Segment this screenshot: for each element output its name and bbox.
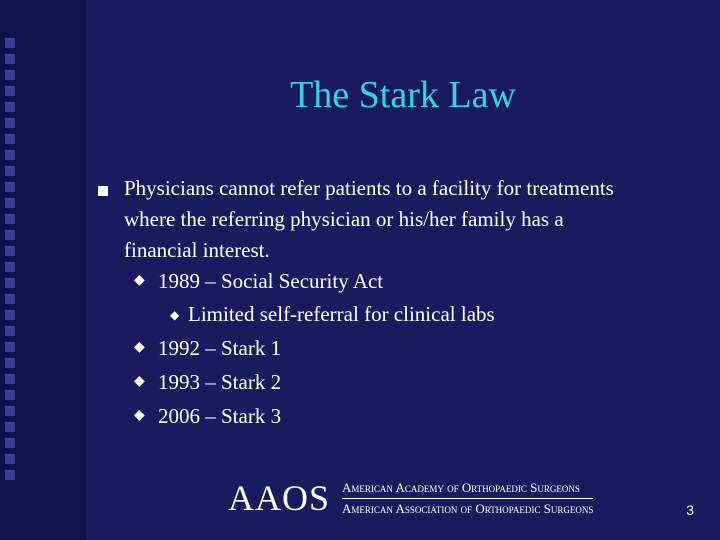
decorative-square-column bbox=[5, 38, 21, 486]
aaos-logo bbox=[228, 478, 593, 518]
sub-item-1: 1989 – Social Security Act bbox=[158, 269, 384, 293]
left-decorative-band bbox=[0, 0, 86, 540]
diamond-bullet-icon: ◆ bbox=[134, 408, 145, 423]
main-bullet-line-3: financial interest. bbox=[124, 238, 270, 262]
slide-title: The Stark Law bbox=[290, 74, 516, 116]
org-name-association: American Association of Orthopaedic Surgeons bbox=[342, 500, 594, 516]
aaos-logo-mark: AAOS bbox=[228, 478, 331, 518]
sub-sub-item-1: Limited self-referral for clinical labs bbox=[188, 302, 495, 326]
diamond-bullet-icon: ◆ bbox=[134, 273, 145, 288]
square-bullet-icon bbox=[98, 186, 108, 196]
diamond-bullet-icon: ◆ bbox=[134, 374, 145, 389]
diamond-bullet-icon: ◆ bbox=[134, 340, 145, 355]
sub-item-2: 1992 – Stark 1 bbox=[158, 336, 282, 360]
sub-item-4: 2006 – Stark 3 bbox=[158, 404, 282, 428]
main-bullet-line-2: where the referring physician or his/her family has a bbox=[124, 207, 564, 231]
main-bullet-line-1: Physicians cannot refer patients to a facility for treatments bbox=[124, 176, 614, 200]
org-names bbox=[342, 480, 593, 517]
page-number: 3 bbox=[686, 502, 694, 518]
small-diamond-bullet-icon: ◆ bbox=[170, 308, 180, 322]
sub-item-3: 1993 – Stark 2 bbox=[158, 370, 282, 394]
org-name-academy: American Academy of Orthopaedic Surgeons bbox=[342, 480, 593, 499]
